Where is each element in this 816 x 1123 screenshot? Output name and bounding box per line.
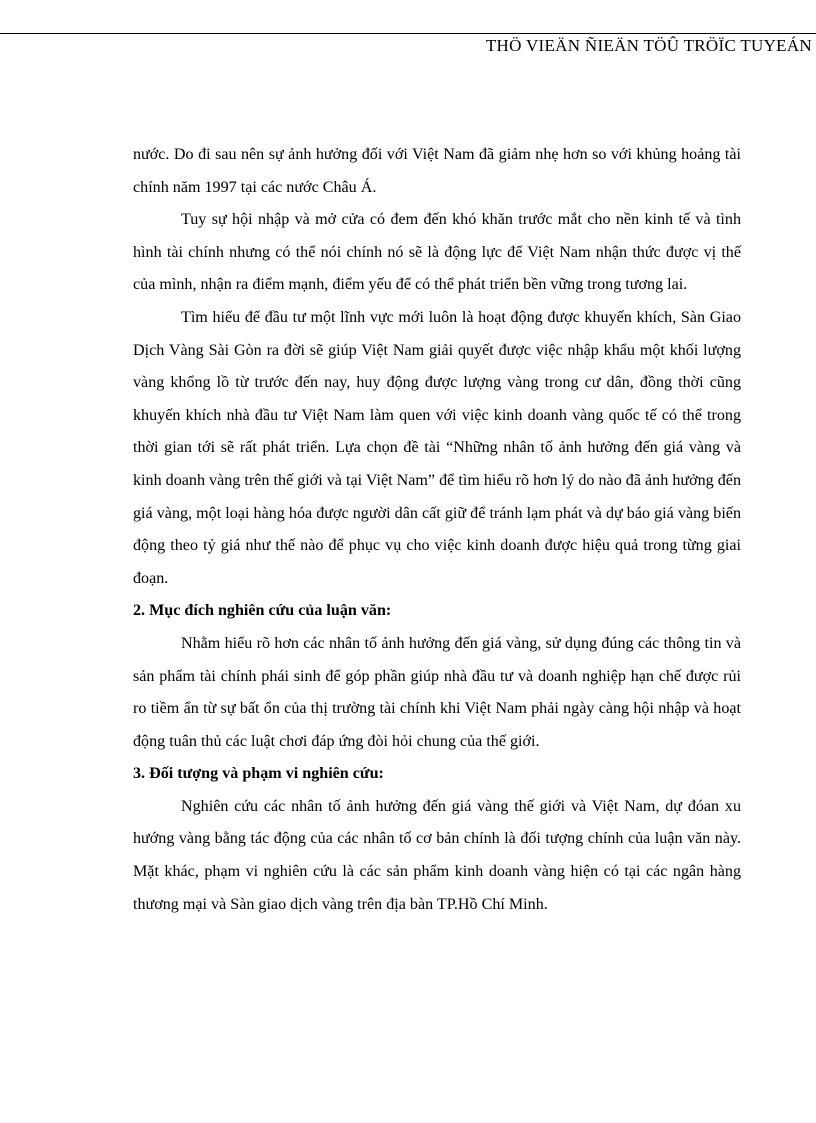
- document-body: [133, 139, 741, 921]
- paragraph-purpose: Nhằm hiểu rõ hơn các nhân tố ảnh hưởng đến giá vàng, sử dụng đúng các thông tin và sản phẩm tài chính phái sinh để góp phần giúp nhà đầu tư và doanh nghiệp hạn chế được rủi ro tiềm ẩn từ sự bất ổn của thị trường tài chính khi Việt Nam phải ngày càng hội nhập và hoạt động tuân thủ các luật chơi đáp ứng đòi hỏi chung của thế giới.: [133, 634, 741, 750]
- paragraph-integration: Tuy sự hội nhập và mở cửa có đem đến khó khăn trước mắt cho nền kinh tế và tình hình tài chính nhưng có thể nói chính nó sẽ là động lực để Việt Nam nhận thức được vị thế của mình, nhận ra điểm mạnh, điểm yếu để có thể phát triển bền vững trong tương lai.: [133, 211, 741, 294]
- paragraph-scope: Nghiên cứu các nhân tố ảnh hưởng đến giá vàng thế giới và Việt Nam, dự đóan xu hướng vàng bằng tác động của các nhân tố cơ bản chính là đối tượng chính của luận văn này. Mặt khác, phạm vi nghiên cứu là các sản phẩm kinh doanh vàng hiện có tại các ngân hàng thương mại và Sàn giao dịch vàng trên địa bàn TP.Hồ Chí Minh.: [133, 797, 741, 913]
- section-heading-scope: 3. Đối tượng và phạm vi nghiên cứu:: [133, 765, 384, 783]
- section-heading-purpose: 2. Mục đích nghiên cứu của luận văn:: [133, 602, 392, 620]
- header-divider: [0, 33, 816, 34]
- paragraph-continuation: nước. Do đi sau nên sự ảnh hưởng đối với Việt Nam đã giảm nhẹ hơn so với khủng hoảng tài chính năm 1997 tại các nước Châu Á.: [133, 146, 741, 196]
- header-title: THÖ VIEÄN ÑIEÄN TÖÛ TRÖÏC TUYEÁN: [485, 36, 812, 55]
- paragraph-topic-rationale: Tìm hiểu để đầu tư một lĩnh vực mới luôn là hoạt động được khuyến khích, Sàn Giao Dịch Vàng Sài Gòn ra đời sẽ giúp Việt Nam giải quyết được việc nhập khẩu một khối lượng vàng khổng lồ từ trước đến nay, huy động được lượng vàng trong cư dân, đồng thời cũng khuyến khích nhà đầu tư Việt Nam làm quen với việc kinh doanh vàng quốc tế có thể trong thời gian tới sẽ rất phát triển. Lựa chọn đề tài “Những nhân tố ảnh hưởng đến giá vàng và kinh doanh vàng trên thế giới và tại Việt Nam” để tìm hiểu rõ hơn lý do nào đã ảnh hưởng đến giá vàng, một loại hàng hóa được người dân cất giữ để tránh lạm phát và dự báo giá vàng biến động theo tỷ giá như thế nào để phục vụ cho việc kinh doanh được hiệu quả trong từng giai đoạn.: [133, 308, 741, 587]
